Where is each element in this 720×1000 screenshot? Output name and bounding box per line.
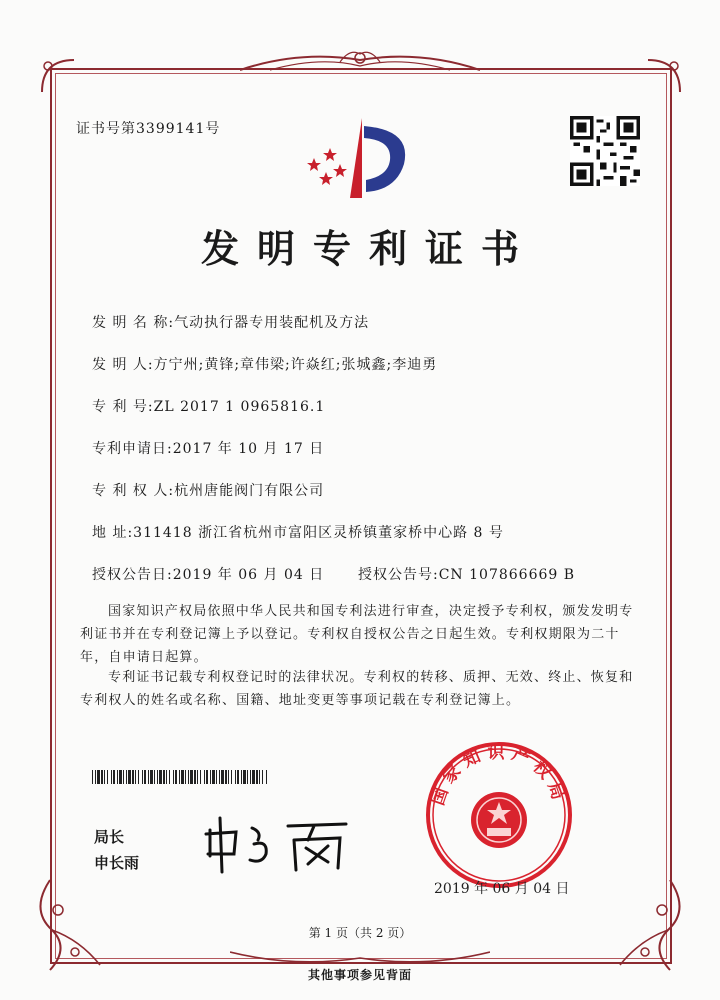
field-inventors: [92, 354, 437, 374]
officer-title: 局长: [94, 828, 125, 846]
qr-code: [570, 116, 640, 186]
field-value: 2019 年 06 月 04 日: [172, 567, 325, 583]
field-label: 发 明 人:: [92, 357, 154, 373]
field-value: 杭州唐能阀门有限公司: [174, 483, 325, 499]
field-label: 专 利 号:: [92, 399, 154, 415]
director-signature: [196, 810, 356, 880]
field-invention-name: [92, 312, 369, 332]
field-value: 方宁州;黄锋;章伟梁;许焱红;张城鑫;李迪勇: [153, 357, 438, 373]
seal-text: 国家知识产权局: [428, 742, 570, 809]
field-label: 地 址:: [92, 525, 134, 541]
certificate-number: 证书号第3399141号: [76, 121, 221, 137]
officer-name: 申长雨: [94, 854, 140, 872]
inner-border: [55, 73, 667, 959]
field-address: [92, 522, 504, 542]
field-label: 专利申请日:: [92, 441, 173, 457]
field-filing-date: [92, 438, 324, 458]
field-value: 气动执行器专用装配机及方法: [174, 315, 370, 331]
field-label: 专 利 权 人:: [92, 483, 175, 499]
field-value: ZL 2017 1 0965816.1: [153, 399, 326, 415]
field-value: 311418 浙江省杭州市富阳区灵桥镇董家桥中心路 8 号: [133, 525, 504, 541]
corner-ornament-top-right: [644, 56, 684, 96]
field-patentee: [92, 480, 324, 500]
field-grant-publication-number: [358, 564, 575, 584]
field-patent-number: [92, 396, 325, 416]
field-value: CN 107866669 B: [438, 567, 576, 583]
certificate-title: 发明专利证书: [200, 226, 537, 271]
field-label: 授权公告日:: [92, 567, 173, 583]
field-label: 发 明 名 称:: [92, 315, 175, 331]
field-value: 2017 年 10 月 17 日: [172, 441, 325, 457]
field-label: 授权公告号:: [358, 567, 439, 583]
patent-office-emblem-icon: [300, 112, 416, 204]
grant-statement-paragraph: 国家知识产权局依照中华人民共和国专利法进行审查，决定授予专利权，颁发发明专利证书并在专利登记簿上予以登记。专利权自授权公告之日起生效。专利权期限为二十年，自申请日起算。: [80, 604, 634, 665]
corner-ornament-top-left: [38, 56, 78, 96]
legal-status-paragraph: 专利证书记载专利权登记时的法律状况。专利权的转移、质押、无效、终止、恢复和专利权人的姓名或名称、国籍、地址变更等事项记载在专利登记簿上。: [80, 670, 634, 708]
back-page-note: 其他事项参见背面: [307, 968, 412, 982]
page-indicator: 第 1 页（共 2 页）: [308, 926, 412, 940]
seal-date: 2019 年 06 月 04 日: [434, 881, 570, 897]
field-grant-date: [92, 564, 324, 584]
official-seal: [424, 740, 574, 890]
barcode: [92, 770, 270, 784]
